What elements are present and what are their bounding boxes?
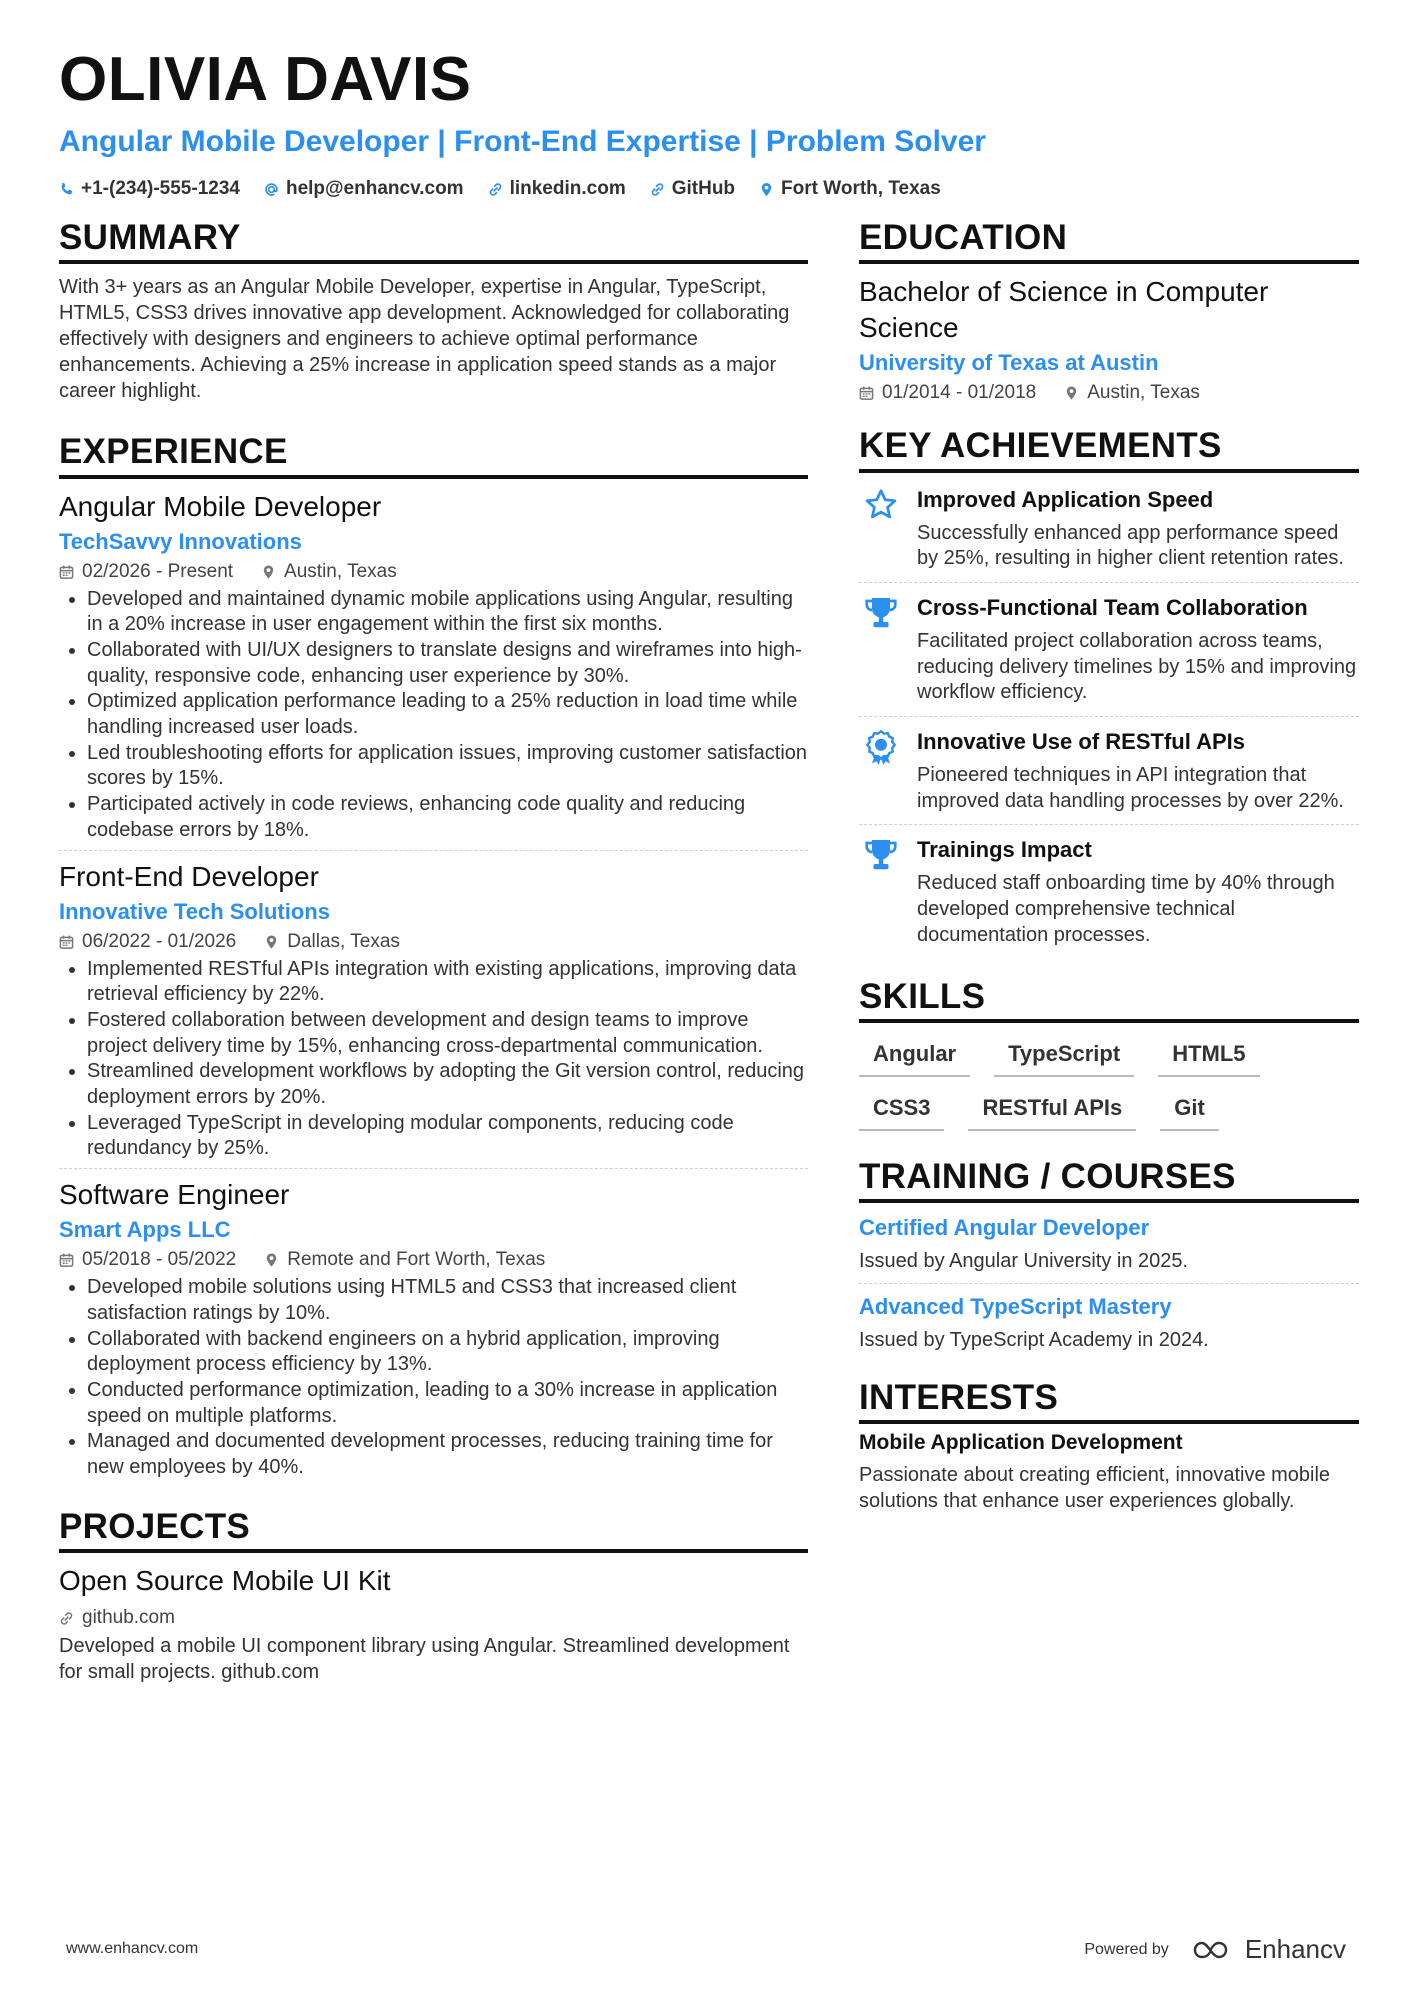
experience-entry <box>59 1168 808 1487</box>
achievement-item <box>859 475 1359 582</box>
job-title: Software Engineer <box>59 1179 290 1211</box>
job-bullets <box>59 1275 808 1481</box>
contact-email-text: help@enhancv.com <box>285 178 464 200</box>
at-sign-icon <box>264 182 279 197</box>
calendar-icon <box>59 934 74 950</box>
skill-tag: TypeScript <box>994 1037 1134 1077</box>
candidate-name: OLIVIA DAVIS <box>59 45 472 114</box>
job-location: Austin, Texas <box>284 560 397 582</box>
project-link[interactable] <box>59 1607 808 1629</box>
projects-heading: PROJECTS <box>59 1507 808 1553</box>
star-icon <box>863 487 899 523</box>
education-heading: EDUCATION <box>859 218 1359 264</box>
course-description: Issued by TypeScript Academy in 2024. <box>859 1329 1209 1352</box>
contact-phone-text: +1-(234)-555-1234 <box>81 178 240 200</box>
course-name: Advanced TypeScript Mastery <box>859 1294 1172 1320</box>
company-name: Innovative Tech Solutions <box>59 898 330 924</box>
enhancv-logo-icon <box>1191 1938 1235 1962</box>
achievements-section <box>859 426 1359 958</box>
interest-description: Passionate about creating efficient, innovative mobile solutions that enhance user experiences globally. <box>859 1464 1331 1513</box>
skill-tag: HTML5 <box>1158 1037 1259 1077</box>
job-bullet: • Collaborated with backend engineers on a hybrid application, improving deployment process efficiency by 13%. <box>87 1327 808 1378</box>
contact-email[interactable] <box>264 178 464 200</box>
interests-section <box>859 1378 1359 1514</box>
company-name: Smart Apps LLC <box>59 1217 231 1243</box>
link-icon <box>650 182 665 197</box>
left-column <box>59 218 808 1685</box>
job-bullet: • Conducted performance optimization, leading to a 30% increase in application speed on multiple platforms. <box>87 1378 808 1429</box>
contact-bar <box>59 178 1359 200</box>
course-item <box>859 1213 1359 1275</box>
school-name: University of Texas at Austin <box>859 350 1159 376</box>
map-pin-icon <box>261 564 276 580</box>
achievement-title: Improved Application Speed <box>917 486 1214 512</box>
phone-icon <box>59 182 74 197</box>
job-title: Angular Mobile Developer <box>59 490 382 522</box>
calendar-icon <box>859 385 874 401</box>
job-title: Front-End Developer <box>59 860 319 892</box>
achievement-description: Pioneered techniques in API integration that improved data handling processes by over 22%. <box>917 764 1344 812</box>
job-bullet: • Managed and documented development processes, reducing training time for new employees by 40%. <box>87 1429 808 1480</box>
project-name: Open Source Mobile UI Kit <box>59 1565 391 1597</box>
map-pin-icon <box>264 1252 279 1268</box>
award-ribbon-icon <box>863 729 899 765</box>
education-section <box>859 218 1359 404</box>
course-description: Issued by Angular University in 2025. <box>859 1250 1189 1273</box>
achievement-description: Successfully enhanced app performance speed by 25%, resulting in higher client retention rates. <box>917 521 1344 570</box>
summary-heading: SUMMARY <box>59 218 808 264</box>
experience-heading: EXPERIENCE <box>59 432 808 478</box>
course-item <box>859 1283 1359 1354</box>
interest-name: Mobile Application Development <box>859 1431 1183 1455</box>
job-location: Remote and Fort Worth, Texas <box>287 1249 546 1271</box>
contact-linkedin[interactable] <box>488 178 626 200</box>
skill-tag: Git <box>1160 1091 1219 1131</box>
candidate-headline: Angular Mobile Developer | Front-End Expertise | Problem Solver <box>59 125 986 159</box>
degree-name: Bachelor of Science in Computer Science <box>859 276 1269 344</box>
course-name: Certified Angular Developer <box>859 1215 1150 1241</box>
contact-location-text: Fort Worth, Texas <box>781 178 941 200</box>
job-meta <box>59 1249 808 1271</box>
summary-section <box>59 218 808 404</box>
job-bullet: • Developed and maintained dynamic mobile applications using Angular, resulting in a 20% increase in user engagement within the first six months. <box>87 587 808 638</box>
skills-section <box>859 977 1359 1131</box>
interests-heading: INTERESTS <box>859 1378 1359 1424</box>
project-link-text: github.com <box>82 1607 175 1629</box>
contact-github-text: GitHub <box>671 178 736 200</box>
contact-phone[interactable] <box>59 178 240 200</box>
trophy-icon <box>863 595 899 631</box>
link-icon <box>59 1611 74 1626</box>
job-dates: 06/2022 - 01/2026 <box>82 930 237 952</box>
experience-entry <box>59 489 808 850</box>
map-pin-icon <box>759 182 774 197</box>
job-dates: 05/2018 - 05/2022 <box>82 1249 237 1271</box>
company-name: TechSavvy Innovations <box>59 528 302 554</box>
powered-by-label: Powered by <box>1084 1940 1169 1958</box>
job-meta <box>59 561 808 583</box>
calendar-icon <box>59 564 74 580</box>
job-bullet: • Collaborated with UI/UX designers to translate designs and wireframes into high-quality, responsive code, enhancing user experience by 30%. <box>87 638 808 689</box>
education-location: Austin, Texas <box>1087 382 1200 404</box>
job-bullet: • Developed mobile solutions using HTML5 and CSS3 that increased client satisfaction ratings by 10%. <box>87 1275 808 1326</box>
experience-section <box>59 432 808 1487</box>
experience-entry <box>59 850 808 1169</box>
footer-branding <box>1084 1934 1346 1965</box>
link-icon <box>488 182 503 197</box>
summary-text: With 3+ years as an Angular Mobile Developer, expertise in Angular, TypeScript, HTML5, CSS3 drives innovative app development. Acknowledged for collaborating effectively with designers and engineers to achieve optimal performance enhancements. Achieving a 25% increase in application speed stands as a major career highlight. <box>59 276 790 403</box>
achievement-title: Trainings Impact <box>917 837 1092 863</box>
resume-header <box>59 46 1359 200</box>
training-heading: TRAINING / COURSES <box>859 1157 1359 1203</box>
job-bullet: • Participated actively in code reviews, enhancing code quality and reducing codebase errors by 18%. <box>87 792 808 843</box>
achievements-heading: KEY ACHIEVEMENTS <box>859 426 1359 472</box>
job-bullet: • Leveraged TypeScript in developing modular components, reducing code redundancy by 25%. <box>87 1111 808 1162</box>
job-bullets <box>59 587 808 844</box>
education-meta <box>859 382 1359 404</box>
achievement-title: Innovative Use of RESTful APIs <box>917 729 1246 755</box>
achievement-item <box>859 824 1359 958</box>
projects-section <box>59 1507 808 1685</box>
job-bullet: • Fostered collaboration between development and design teams to improve project delivery time by 15%, enhancing cross-departmental communication. <box>87 1008 808 1059</box>
job-bullet: • Implemented RESTful APIs integration with existing applications, improving data retrieval efficiency by 22%. <box>87 957 808 1008</box>
contact-location <box>759 178 941 200</box>
job-meta <box>59 931 808 953</box>
job-bullets <box>59 957 808 1163</box>
achievement-item <box>859 582 1359 716</box>
skill-tag: CSS3 <box>859 1091 944 1131</box>
training-section <box>859 1157 1359 1354</box>
skills-list <box>859 1037 1359 1131</box>
footer-website[interactable]: www.enhancv.com <box>66 1940 199 1957</box>
enhancv-logo[interactable] <box>1191 1934 1346 1965</box>
brand-name: Enhancv <box>1244 1934 1346 1964</box>
skill-tag: Angular <box>859 1037 970 1077</box>
job-bullet: • Optimized application performance leading to a 25% reduction in load time while handling increased user loads. <box>87 689 808 740</box>
education-dates: 01/2014 - 01/2018 <box>882 382 1037 404</box>
job-location: Dallas, Texas <box>287 930 400 952</box>
skills-heading: SKILLS <box>859 977 1359 1023</box>
job-bullet: • Led troubleshooting efforts for application issues, improving customer satisfaction scores by 15%. <box>87 741 808 792</box>
achievement-description: Reduced staff onboarding time by 40% through developed comprehensive technical documentation processes. <box>917 872 1335 946</box>
contact-linkedin-text: linkedin.com <box>509 178 626 200</box>
job-dates: 02/2026 - Present <box>82 560 234 582</box>
trophy-icon <box>863 837 899 873</box>
project-description: Developed a mobile UI component library using Angular. Streamlined development for small projects. github.com <box>59 1635 790 1684</box>
map-pin-icon <box>264 934 279 950</box>
contact-github[interactable] <box>650 178 735 200</box>
achievement-title: Cross-Functional Team Collaboration <box>917 594 1308 620</box>
achievement-item <box>859 716 1359 824</box>
job-bullet: • Streamlined development workflows by adopting the Git version control, reducing deployment errors by 20%. <box>87 1059 808 1110</box>
skill-tag: RESTful APIs <box>968 1091 1136 1131</box>
calendar-icon <box>59 1252 74 1268</box>
achievement-description: Facilitated project collaboration across teams, reducing delivery timelines by 15% and improving workflow efficiency. <box>917 629 1357 704</box>
map-pin-icon <box>1064 385 1079 401</box>
right-column <box>859 218 1359 1514</box>
